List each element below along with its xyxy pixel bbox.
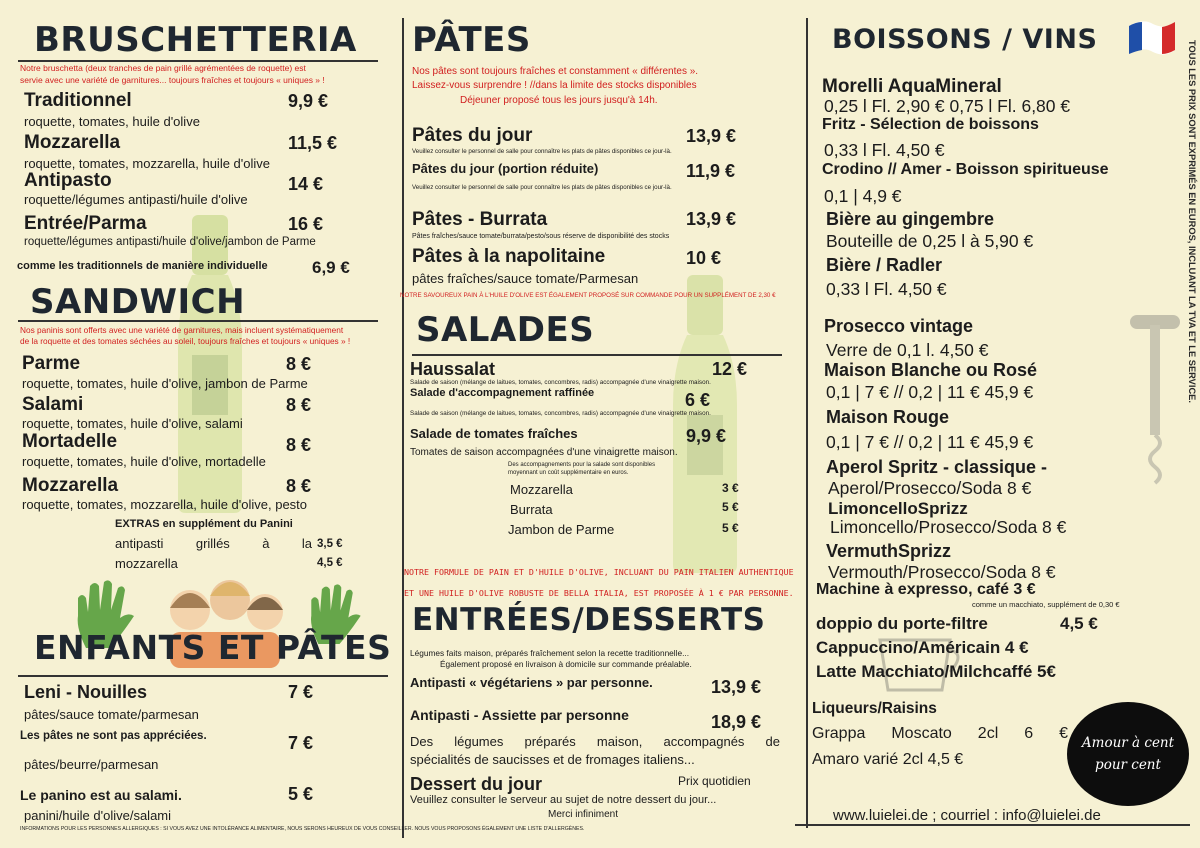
menu-item-name: comme les traditionnels de manière individuelle	[17, 260, 268, 272]
sandwich-note: de la roquette et des tomates séchées au soleil, toujours fraîches et toujours « uniques » !	[20, 336, 351, 346]
menu-item-price: 13,9 €	[686, 209, 737, 229]
menu-item-desc: roquette, tomates, huile d'olive	[24, 114, 200, 129]
header-rule	[412, 354, 782, 356]
menu-item-price: 8 €	[286, 476, 312, 496]
drinks-title: BOISSONS / VINS	[832, 24, 1098, 55]
column-divider	[402, 18, 404, 838]
drink-line: Bouteille de 0,25 l à 5,90 €	[826, 231, 1034, 251]
menu-item-name: Dessert du jour	[410, 774, 543, 794]
french-flag-icon	[1125, 16, 1179, 60]
menu-item-price: 6,9 €	[312, 258, 350, 277]
menu-item-name: Leni - Nouilles	[24, 682, 148, 702]
addon-note: Des accompagnements pour la salade sont disponibles	[508, 462, 656, 468]
addon-price: 3 €	[722, 481, 739, 495]
starters-note: Légumes faits maison, préparés fraîchement selon la recette traditionnelle...	[410, 648, 690, 658]
menu-item-name: Parme	[22, 353, 81, 374]
drink-line: 0,1 | 7 € // 0,2 | 11 € 45,9 €	[826, 432, 1034, 452]
menu-item-price: 14 €	[288, 174, 324, 194]
bruschetteria-note: Notre bruschetta (deux tranches de pain grillé agrémentées de roquette) est	[20, 63, 306, 73]
macchiato-note: comme un macchiato, supplément de 0,30 €	[972, 600, 1120, 609]
sandwich-title: SANDWICH	[30, 282, 246, 322]
coffee-item: Cappuccino/Américain 4 €	[816, 638, 1029, 657]
menu-item-price: 9,9 €	[288, 91, 329, 111]
coffee-item: doppio du porte-filtre	[816, 614, 988, 633]
starters-note: Également proposé en livraison à domicile sur commande préalable.	[440, 659, 692, 669]
header-rule	[18, 60, 378, 62]
drink-name: Prosecco vintage	[824, 316, 974, 336]
bread-note: NOTRE SAVOUREUX PAIN À L'HUILE D'OLIVE EST ÉGALEMENT PROPOSÉ SUR COMMANDE POUR UN SUPPLÉMENT DE 2,30 €	[400, 292, 776, 299]
menu-item-name: Les pâtes ne sont pas appréciées.	[20, 730, 207, 742]
menu-item-desc: spécialités de saucisses et de fromages italiens...	[410, 752, 695, 767]
kids-title: ENFANTS ET PÂTES	[34, 628, 392, 667]
thanks-note: Merci infiniment	[548, 809, 619, 820]
pasta-note: Déjeuner proposé tous les jours jusqu'à 14h.	[460, 95, 658, 106]
menu-item-name: Haussalat	[410, 359, 496, 379]
menu-item-name: Pâtes à la napolitaine	[412, 246, 606, 267]
price-info-vertical: TOUS LES PRIX SONT EXPRIMÉS EN EUROS, INCLUANT LA TVA ET LE SERVICE.	[1187, 40, 1197, 403]
column-divider	[806, 18, 808, 828]
extras-title: EXTRAS en supplément du Panini	[115, 518, 293, 530]
menu-item-name: Mozzarella	[24, 132, 121, 153]
allergy-note: INFORMATIONS POUR LES PERSONNES ALLERGIQUES : SI VOUS AVEZ UNE INTOLÉRANCE ALIMENTAIRE, NOUS SERONS HEUREUX DE VOUS CONSEILLER. NOUS VOUS PROPOSONS ÉGALEMENT UNE LISTE D'ALLERGÈNES.	[20, 826, 585, 832]
menu-item-desc: roquette, tomates, mozzarella, huile d'olive, pesto	[22, 497, 308, 512]
footer-contact-link[interactable]: www.luielei.de ; courriel : info@luielei.de	[833, 807, 1101, 824]
starters-title: ENTRÉES/DESSERTS	[412, 602, 766, 638]
drink-line: Limoncello/Prosecco/Soda 8 €	[830, 517, 1067, 537]
coffee-item: Machine à expresso, café 3 €	[816, 581, 1036, 598]
menu-item-desc: roquette, tomates, mozzarella, huile d'olive	[24, 156, 270, 171]
drink-line: 0,25 l Fl. 2,90 € 0,75 l Fl. 6,80 €	[824, 96, 1071, 116]
menu-item-name: Pâtes - Burrata	[412, 209, 548, 230]
menu-item-price: 8 €	[286, 395, 312, 415]
drink-line: Vermouth/Prosecco/Soda 8 €	[828, 562, 1056, 582]
badge-text: pour cent	[1095, 757, 1161, 773]
drink-name: LimoncelloSprizz	[828, 499, 968, 518]
liqueurs-title: Liqueurs/Raisins	[812, 700, 937, 717]
menu-item-desc: panini/huile d'olive/salami	[24, 808, 172, 823]
addon-name: Mozzarella	[510, 482, 573, 497]
menu-item-price: 6 €	[685, 390, 711, 410]
menu-item-desc: Tomates de saison accompagnées d'une vinaigrette maison.	[410, 447, 678, 458]
badge-text: Amour à cent	[1081, 735, 1175, 751]
menu-item-desc: Veuillez consulter le serveur au sujet de notre dessert du jour...	[410, 794, 717, 806]
menu-item-price: 18,9 €	[711, 712, 762, 732]
drink-name: Bière / Radler	[826, 255, 943, 275]
menu-item-desc: Veuillez consulter le personnel de salle pour connaître les plats de pâtes disponibles ce jour-là.	[412, 148, 672, 155]
menu-item-desc: roquette, tomates, huile d'olive, mortadelle	[22, 454, 266, 469]
menu-item-name: Traditionnel	[24, 90, 132, 111]
menu-item-desc: Des légumes préparés maison, accompagnés de	[410, 734, 780, 749]
menu-item-name: Mozzarella	[22, 475, 119, 496]
menu-item-price: 9,9 €	[686, 426, 727, 446]
formula-note: ET UNE HUILE D'OLIVE ROBUSTE DE BELLA ITALIA, EST PROPOSÉE À 1 € PAR PERSONNE.	[404, 588, 794, 598]
menu-item-price: 16 €	[288, 214, 324, 234]
menu-item-name: Pâtes du jour	[412, 125, 533, 146]
menu-item-name: Salami	[22, 394, 84, 415]
menu-item-price: 5 €	[288, 784, 314, 804]
menu-item-name: Mortadelle	[22, 431, 118, 452]
menu-item-price: Prix quotidien	[678, 774, 751, 788]
addon-price: 5 €	[722, 521, 739, 535]
menu-item-desc: roquette/légumes antipasti/huile d'olive	[24, 192, 248, 207]
liqueur-item: Grappa Moscato 2cl 6 €	[812, 725, 1068, 742]
menu-item-name: Antipasto	[24, 170, 112, 191]
formula-note: NOTRE FORMULE DE PAIN ET D'HUILE D'OLIVE, INCLUANT DU PAIN ITALIEN AUTHENTIQUE	[404, 567, 794, 577]
drink-line: 0,1 | 7 € // 0,2 | 11 € 45,9 €	[826, 382, 1034, 402]
menu-item-name: Pâtes du jour (portion réduite)	[412, 161, 599, 176]
menu-item-desc: Salade de saison (mélange de laitues, tomates, concombres, radis) accompagnée d'une vinaigrette maison.	[410, 379, 711, 386]
drink-name: Maison Rouge	[826, 407, 950, 427]
menu-item-name: Antipasti « végétariens » par personne.	[410, 675, 653, 690]
addon-name: Burrata	[510, 502, 553, 517]
menu-item-price: 11,5 €	[288, 133, 338, 153]
coffee-item: Latte Macchiato/Milchcaffé 5€	[816, 662, 1056, 681]
menu-item-price: 8 €	[286, 435, 312, 455]
extras-item-name: mozzarella	[115, 556, 178, 571]
header-rule	[18, 675, 388, 677]
drink-name: Fritz - Sélection de boissons	[822, 116, 1039, 133]
menu-item-desc: roquette, tomates, huile d'olive, jambon de Parme	[22, 376, 308, 391]
extras-item-price: 3,5 €	[317, 538, 343, 550]
extras-item-name: antipasti grillés à la	[115, 536, 312, 551]
bruschetteria-title: BRUSCHETTERIA	[34, 20, 357, 60]
drink-line: 0,33 l Fl. 4,50 €	[826, 279, 947, 299]
bruschetteria-note: servie avec une variété de garnitures... toujours fraîches et toujours « uniques » !	[20, 75, 325, 85]
header-rule	[795, 824, 1190, 826]
drink-name: Crodino // Amer - Boisson spiritueuse	[822, 161, 1109, 178]
menu-item-desc: Veuillez consulter le personnel de salle pour connaître les plats de pâtes disponibles ce jour-là.	[412, 184, 672, 191]
menu-item-price: 8 €	[286, 354, 312, 374]
pasta-note: Laissez-vous surprendre ! //dans la limite des stocks disponibles	[412, 80, 697, 91]
menu-item-desc: pâtes fraîches/sauce tomate/Parmesan	[412, 271, 639, 286]
drink-name: Morelli AquaMineral	[822, 76, 1002, 97]
menu-item-desc: pâtes/sauce tomate/parmesan	[24, 707, 199, 722]
menu-item-desc: roquette/légumes antipasti/huile d'olive/jambon de Parme	[24, 236, 316, 248]
salads-title: SALADES	[416, 310, 595, 350]
menu-item-price: 11,9 €	[686, 161, 736, 181]
menu-item-price: 7 €	[288, 682, 314, 702]
drink-line: Aperol/Prosecco/Soda 8 €	[828, 478, 1032, 498]
menu-item-desc: roquette, tomates, huile d'olive, salami	[22, 416, 243, 431]
drink-line: Verre de 0,1 l. 4,50 €	[826, 340, 989, 360]
extras-item-price: 4,5 €	[317, 557, 343, 569]
menu-item-desc: pâtes/beurre/parmesan	[24, 757, 159, 772]
menu-item-price: 12 €	[712, 359, 748, 379]
drink-name: Bière au gingembre	[826, 209, 995, 229]
addon-name: Jambon de Parme	[508, 522, 615, 537]
menu-item-name: Salade de tomates fraîches	[410, 426, 578, 441]
brand-badge	[1067, 702, 1189, 806]
menu-item-desc: Pâtes fraîches/sauce tomate/burrata/pesto/sous réserve de disponibilité des stocks	[412, 233, 670, 240]
liqueur-item: Amaro varié 2cl 4,5 €	[812, 751, 964, 768]
drink-name: Maison Blanche ou Rosé	[824, 360, 1038, 380]
menu-item-price: 10 €	[686, 248, 722, 268]
pasta-note: Nos pâtes sont toujours fraîches et constamment « différentes ».	[412, 66, 699, 77]
menu-item-price: 13,9 €	[711, 677, 762, 697]
coffee-price: 4,5 €	[1060, 614, 1098, 633]
pasta-title: PÂTES	[412, 20, 531, 60]
corkscrew-icon	[1120, 310, 1190, 490]
menu-item-desc: Salade de saison (mélange de laitues, tomates, concombres, radis) accompagnée d'une vinaigrette maison.	[410, 410, 711, 417]
drink-line: 0,33 l Fl. 4,50 €	[824, 140, 945, 160]
drink-name: VermuthSprizz	[826, 541, 952, 561]
drink-name: Aperol Spritz - classique -	[826, 457, 1048, 477]
sandwich-note: Nos paninis sont offerts avec une variété de garnitures, mais incluent systématiquement	[20, 325, 344, 335]
menu-item-price: 13,9 €	[686, 126, 737, 146]
menu-item-name: Entrée/Parma	[24, 213, 147, 234]
addon-price: 5 €	[722, 500, 739, 514]
menu-item-name: Salade d'accompagnement raffinée	[410, 387, 595, 399]
addon-note: moyennant un coût supplémentaire en euros.	[508, 470, 629, 476]
menu-item-name: Le panino est au salami.	[20, 787, 182, 803]
drink-line: 0,1 | 4,9 €	[824, 186, 902, 206]
menu-item-price: 7 €	[288, 733, 314, 753]
menu-item-name: Antipasti - Assiette par personne	[410, 707, 629, 723]
